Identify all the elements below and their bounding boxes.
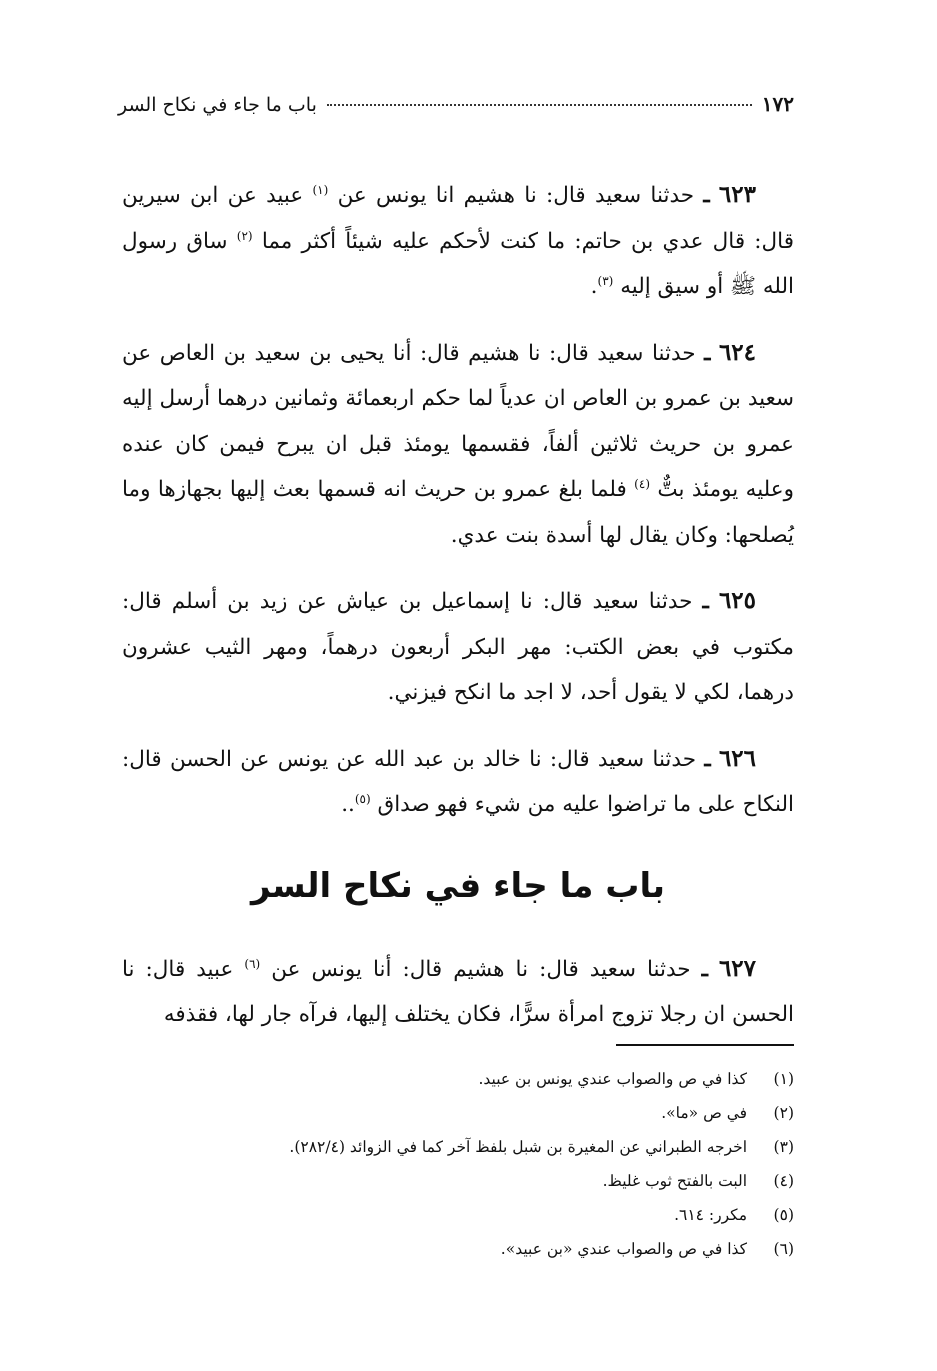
- page-header: [118, 92, 794, 116]
- footnote-item: [122, 1164, 794, 1198]
- hadith-625: [122, 578, 794, 716]
- footnote-text: كذا في ص والصواب عندي «بن عبيد».: [500, 1240, 748, 1258]
- page-body: [122, 172, 794, 1058]
- hadith-text: عبيد عن ابن سيرين قال: قال عدي بن حاتم: ما كنت لأحكم عليه شيئاً أكثر مما: [122, 183, 794, 254]
- footnote-number: (٢): [773, 1104, 794, 1122]
- dash: ـ: [704, 340, 711, 366]
- hadith-text: حدثنا سعيد قال: نا إسماعيل بن عياش عن زيد بن أسلم قال: مكتوب في بعض الكتب: مهر البكر أربعون درهماً، ومهر الثيب عشرون درهما، لكي لا يقول أحد، لا اجد ما انكح فيزني.: [122, 589, 794, 705]
- footnote-marker: (٣): [597, 273, 614, 288]
- hadith-number: ٦٢٧: [718, 954, 757, 982]
- hadith-number: ٦٢٦: [718, 744, 756, 772]
- footnote-item: [122, 1232, 794, 1266]
- footnote-number: (٥): [773, 1206, 794, 1224]
- footnote-item: [122, 1096, 794, 1130]
- hadith-text: ساق رسول الله ﷺ أو سيق إليه: [122, 228, 794, 299]
- hadith-624: [122, 330, 794, 559]
- page-number: ١٧٢: [761, 92, 794, 116]
- hadith-text: حدثنا سعيد قال: نا خالد بن عبد الله عن يونس عن الحسن قال: النكاح على ما تراضوا عليه من شيء فهو صداق: [122, 746, 794, 817]
- hadith-number: ٦٢٥: [718, 587, 756, 614]
- dash: ـ: [703, 183, 710, 208]
- header-dot-leader: [327, 104, 752, 106]
- footnote-number: (٦): [773, 1240, 794, 1258]
- footnote-number: (٣): [773, 1138, 794, 1156]
- hadith-text: عبيد قال: نا الحسن ان رجلا تزوج امرأة سرًّا، فكان يختلف إليها، فرآه جار لها، فقذفه: [122, 956, 794, 1027]
- hadith-number: ٦٢٣: [718, 181, 756, 208]
- hadith-number: ٦٢٤: [718, 338, 756, 366]
- footnote-text: مكرر: ٦١٤.: [674, 1206, 748, 1224]
- running-title: باب ما جاء في نكاح السر: [118, 94, 317, 116]
- hadith-text: حدثنا سعيد قال: نا هشيم انا يونس عن: [337, 183, 695, 208]
- hadith-627: [122, 946, 794, 1038]
- section-title: باب ما جاء في نكاح السر: [251, 865, 665, 906]
- hadith-623: [122, 172, 794, 310]
- footnote-text: اخرجه الطبراني عن المغيرة بن شبل بلفظ آخر كما في الزوائد (٢٨٢/٤).: [289, 1138, 748, 1156]
- footnote-marker: (٤): [634, 476, 650, 491]
- footnote-marker: (٦): [244, 956, 261, 971]
- footnote-separator: [616, 1044, 794, 1046]
- footnote-text: البت بالفتح ثوب غليظ.: [602, 1172, 748, 1190]
- footnote-marker: (٢): [236, 228, 253, 243]
- footnote-marker: (١): [312, 182, 329, 197]
- footnote-item: [122, 1062, 794, 1096]
- footnote-number: (٤): [773, 1172, 794, 1190]
- footnote-text: في ص «ما».: [661, 1104, 748, 1122]
- footnote-item: [122, 1198, 794, 1232]
- hadith-text: ..: [341, 792, 355, 817]
- footnotes: [122, 1062, 794, 1266]
- footnote-marker: (٥): [354, 791, 371, 806]
- hadith-text: فلما بلغ عمرو بن حريث انه قسمها بعث إليها بجهازها وما يُصلحها: وكان يقال لها أسدة بنت عدي.: [122, 477, 794, 548]
- dash: ـ: [701, 956, 708, 982]
- hadith-text: حدثنا سعيد قال: نا هشيم قال: أنا يونس عن: [271, 956, 691, 982]
- footnote-text: كذا في ص والصواب عندي يونس بن عبيد.: [478, 1070, 748, 1088]
- hadith-text: .: [590, 274, 598, 299]
- hadith-626: [122, 736, 794, 828]
- footnote-number: (١): [773, 1070, 794, 1088]
- hadith-text: حدثنا سعيد قال: نا هشيم قال: أنا يحيى بن سعيد بن العاص عن سعيد بن عمرو بن العاص ان عدياً لما حكم اربعمائة وثمانين درهما أرسل إليه عمرو بن حريث ثلاثين ألفاً، فقسمها يومئذ قبل ان يبرح فيمن كان عنده وعليه يومئذ بتٌّ: [122, 340, 795, 502]
- dash: ـ: [704, 746, 711, 772]
- dash: ـ: [702, 589, 709, 614]
- footnote-item: [122, 1130, 794, 1164]
